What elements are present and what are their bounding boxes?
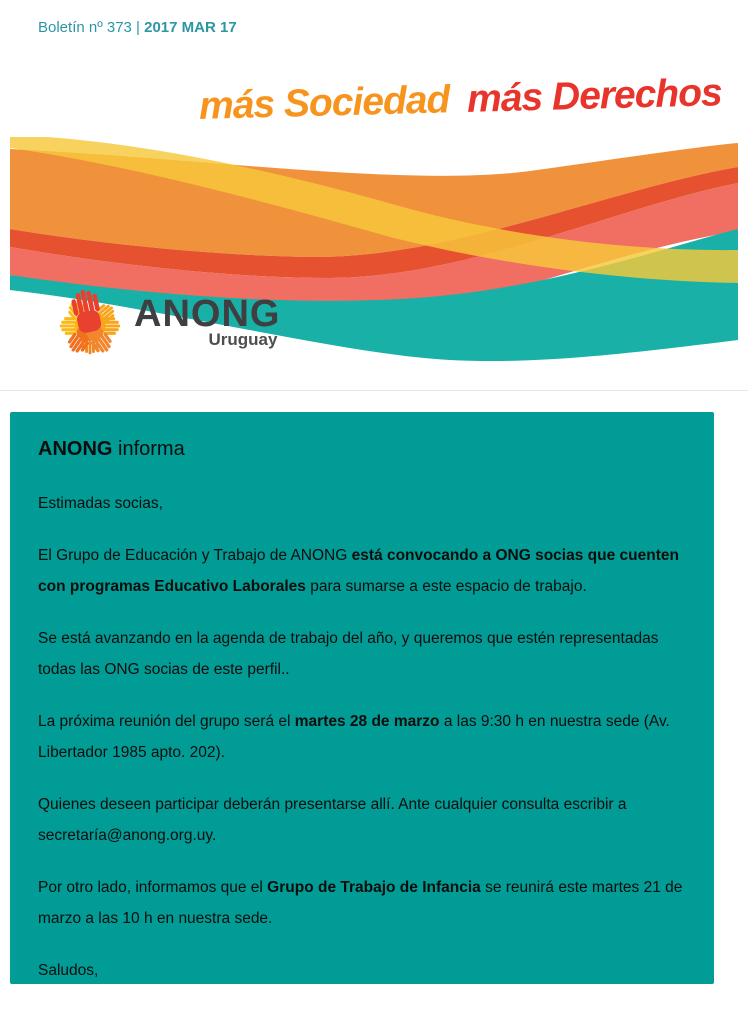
card-paragraph (38, 955, 686, 986)
text: Por otro lado, informamos que el (38, 879, 268, 896)
bold-text: Grupo de Trabajo de Infancia (267, 879, 481, 896)
logo-country: Uruguay (208, 330, 278, 349)
text: La próxima reunión del grupo será el (38, 713, 295, 730)
card-paragraph (38, 488, 686, 519)
logo-name: ANONG (134, 293, 281, 335)
text: a las 9:30 h en nuestra sede (Av. Libertador 1985 apto. 202). (38, 713, 670, 761)
header-banner (10, 71, 738, 369)
card-paragraph (38, 623, 686, 685)
logo-wordmark (134, 293, 281, 350)
card-paragraph (38, 706, 686, 768)
text: informa (118, 438, 185, 460)
text: Boletín nº 373 | (38, 19, 145, 36)
bulletin-header (0, 0, 748, 37)
text: Se está avanzando en la agenda de trabajo del año, y queremos que estén representadas todas las ONG socias de este perfil.. (38, 630, 659, 678)
announcement-card (10, 412, 714, 984)
anong-logo (52, 286, 280, 366)
card-body (38, 488, 686, 986)
bold-text: martes 28 de marzo (294, 713, 440, 730)
text: El Grupo de Educación y Trabajo de ANONG (38, 547, 352, 564)
card-paragraph (38, 789, 686, 851)
bold-text: 2017 MAR 17 (144, 19, 237, 36)
text: para sumarse a este espacio de trabajo. (305, 578, 587, 595)
slogan (199, 71, 723, 129)
text: Quienes deseen participar deberán presentarse allí. Ante cualquier consulta escribir a secretaría@anong.org.uy. (38, 796, 627, 844)
card-paragraph (38, 540, 686, 602)
bold-text: ANONG (38, 438, 118, 460)
slogan-mas-derechos: más Derechos (466, 71, 723, 121)
bulletin-number-and-date (38, 19, 237, 36)
text: se reunirá este martes 21 de marzo a las 10 h en nuestra sede. (38, 879, 683, 927)
section-divider (0, 390, 748, 391)
card-title (38, 438, 686, 461)
text: Estimadas socias, (38, 495, 163, 512)
bold-text: está convocando a ONG socias que cuenten con programas Educativo Laborales (38, 547, 679, 595)
hands-starburst-icon (52, 286, 128, 366)
slogan-mas-sociedad: más Sociedad (198, 78, 451, 128)
text: Saludos, (38, 962, 99, 979)
card-paragraph (38, 872, 686, 934)
